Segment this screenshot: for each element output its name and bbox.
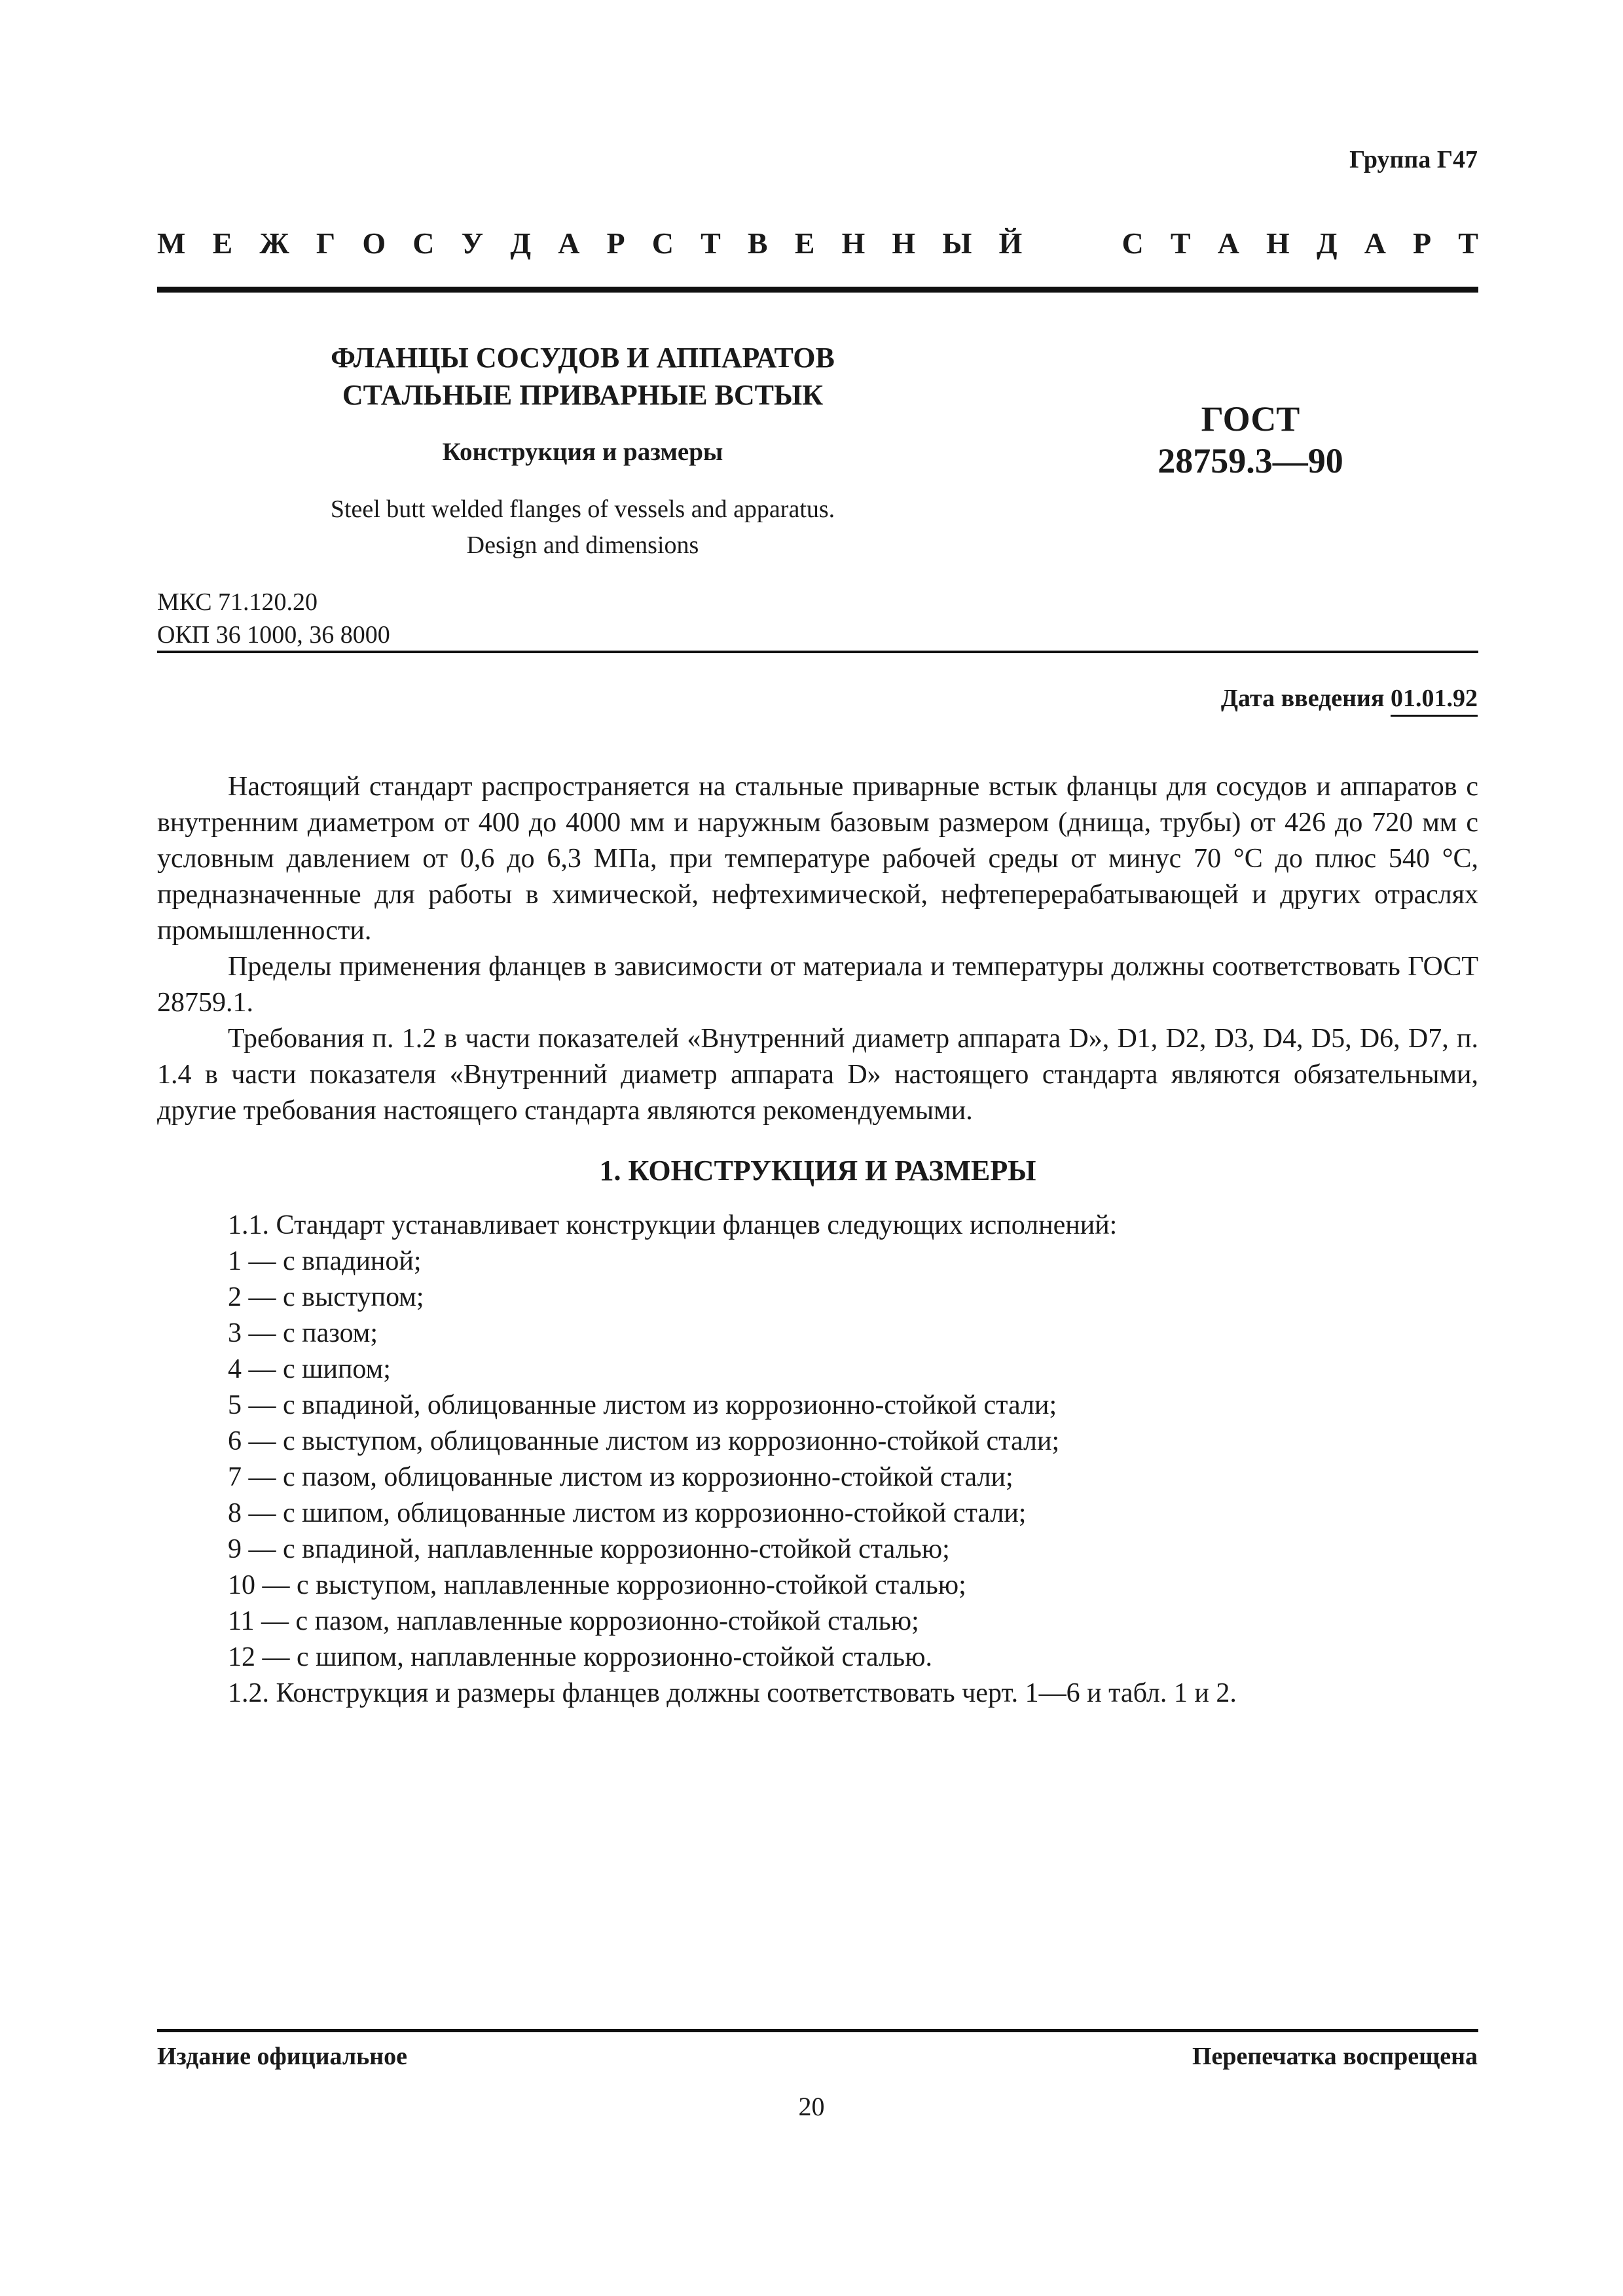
list-item: 9 — с впадиной, наплавленные коррозионно-стойкой сталью; <box>228 1534 950 1564</box>
title-line-2: СТАЛЬНЫЕ ПРИВАРНЫЕ ВСТЫК <box>342 379 824 411</box>
gost-code: 28759.3—90 <box>1158 441 1343 480</box>
heading-letter: С <box>651 226 674 260</box>
heading-letter: Т <box>1170 226 1191 260</box>
heading-letter: Д <box>510 226 532 260</box>
heading-letter: Т <box>1458 226 1478 260</box>
heading-letter: В <box>747 226 768 260</box>
introduction <box>157 769 1478 1129</box>
footer-rule <box>157 2029 1478 2032</box>
list-item: 6 — с выступом, облицованные листом из коррозионно-стойкой стали; <box>228 1426 1060 1456</box>
list-item: 8 — с шипом, облицованные листом из коррозионно-стойкой стали; <box>228 1498 1027 1528</box>
title-subtitle: Конструкция и размеры <box>442 438 723 466</box>
heading-letter: А <box>1364 226 1386 260</box>
heading-letter: Р <box>1413 226 1432 260</box>
heading-letter: Ы <box>942 226 972 260</box>
codes-rule <box>157 651 1478 653</box>
heading-letter: М <box>157 226 186 260</box>
title-line-1: ФЛАНЦЫ СОСУДОВ И АППАРАТОВ <box>331 342 835 374</box>
heading-letter: Ж <box>259 226 289 260</box>
list-item: 1 — с впадиной; <box>228 1246 422 1276</box>
heading-letter: Е <box>212 226 233 260</box>
list-item: 12 — с шипом, наплавленные коррозионно-стойкой сталью. <box>228 1642 933 1672</box>
interstate-standard-heading <box>157 226 1478 260</box>
footer-official-edition: Издание официальное <box>157 2043 408 2070</box>
list-item: 5 — с впадиной, облицованные листом из коррозионно-стойкой стали; <box>228 1390 1057 1420</box>
list-item: 10 — с выступом, наплавленные коррозионно-стойкой сталью; <box>228 1570 966 1600</box>
list-item: 11 — с пазом, наплавленные коррозионно-стойкой сталью; <box>228 1606 919 1636</box>
paragraph-scope: Настоящий стандарт распространяется на стальные приварные встык фланцы для сосудов и аппаратов с внутренним диаметром от 400 до 4000 мм и наружным базовым размером (днища, трубы) от 426 до 720 мм с условным давлением от 0,6 до 6,3 МПа, при температуре рабочей среды от минус 70 °С до плюс 540 °С, предназначенные для работы в химической, нефтехимической, нефтеперерабатывающей и других отраслях промышленности. <box>157 772 1478 946</box>
heading-letter: Н <box>1266 226 1290 260</box>
paragraph-requirements: Требования п. 1.2 в части показателей «Внутренний диаметр аппарата D», D1, D2, D3, D4, D5, D6, D7, п. 1.4 в части показателя «Внутренний диаметр аппарата D» настоящего стандарта являются обязательными, другие требования настоящего стандарта являются рекомендуемыми. <box>157 1024 1478 1126</box>
effective-date-value: 01.01.92 <box>1391 685 1478 717</box>
footer-reprint-prohibited: Перепечатка воспрещена <box>1192 2043 1478 2070</box>
group-code: Группа Г47 <box>1349 146 1478 173</box>
english-title-line-1: Steel butt welded flanges of vessels and apparatus. <box>330 495 835 523</box>
heading-letter: Н <box>841 226 866 260</box>
heading-letter: С <box>412 226 435 260</box>
heading-letter: О <box>362 226 386 260</box>
heading-word-gap <box>1049 226 1095 260</box>
effective-date-label: Дата введения <box>1220 685 1385 712</box>
gost-number <box>1113 398 1388 482</box>
list-item: 3 — с пазом; <box>228 1318 378 1348</box>
heading-letter: С <box>1122 226 1144 260</box>
english-title-line-2: Design and dimensions <box>466 531 699 559</box>
list-item: 2 — с выступом; <box>228 1282 424 1312</box>
list-item: 4 — с шипом; <box>228 1354 391 1384</box>
english-title <box>196 492 969 564</box>
section-title: 1. КОНСТРУКЦИЯ И РАЗМЕРЫ <box>599 1155 1036 1187</box>
title-block <box>196 339 969 564</box>
heading-letter: Т <box>701 226 721 260</box>
heading-letter: А <box>558 226 580 260</box>
heading-letter: Н <box>892 226 916 260</box>
classification-codes <box>157 586 390 651</box>
header-rule <box>157 287 1478 293</box>
design-versions-list <box>228 1208 1237 1712</box>
heading-letter: Р <box>606 226 625 260</box>
heading-letter: Е <box>794 226 815 260</box>
paragraph-limits: Пределы применения фланцев в зависимости от материала и температуры должны соответствовать ГОСТ 28759.1. <box>157 952 1478 1018</box>
heading-letter: А <box>1217 226 1239 260</box>
heading-letter: У <box>461 226 484 260</box>
page-number: 20 <box>798 2092 825 2121</box>
effective-date <box>1221 684 1478 713</box>
gost-label: ГОСТ <box>1201 399 1300 439</box>
list-item: 7 — с пазом, облицованные листом из коррозионно-стойкой стали; <box>228 1462 1013 1492</box>
heading-letter: Д <box>1316 226 1338 260</box>
list-item: 1.2. Конструкция и размеры фланцев должны соответствовать черт. 1—6 и табл. 1 и 2. <box>228 1678 1237 1708</box>
heading-letter: Й <box>998 226 1023 260</box>
list-item: 1.1. Стандарт устанавливает конструкции фланцев следующих исполнений: <box>228 1210 1118 1240</box>
heading-letter: Г <box>316 226 336 260</box>
okp-code: ОКП 36 1000, 36 8000 <box>157 621 390 649</box>
mks-code: МКС 71.120.20 <box>157 588 318 616</box>
